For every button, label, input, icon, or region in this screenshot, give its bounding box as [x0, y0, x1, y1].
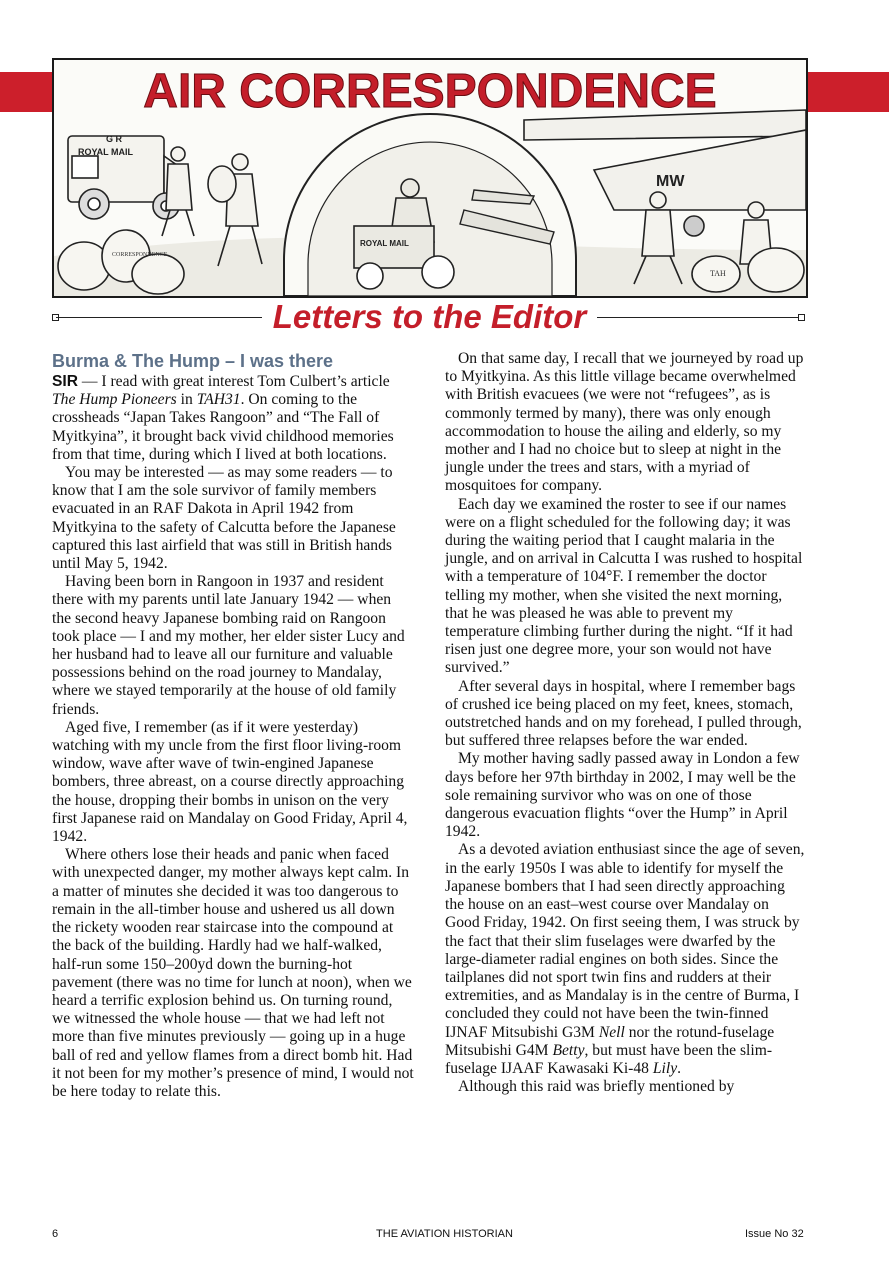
salutation: SIR [52, 373, 78, 390]
paragraph-text: Aged five, I remember (as if it were yesterday) watching with my uncle from the first floor living-room window, wave after wave of twin-engined Japanese bombers, three abreast, on a course directly approaching the house, dropping their bombs in unison on the very first Japanese raid on Mandalay on Good Friday, April 4, 1942. [52, 718, 408, 846]
paragraph-text: Although this raid was briefly mentioned by [458, 1078, 735, 1096]
paragraph-text: . [677, 1059, 682, 1077]
italic-title: Nell [598, 1023, 625, 1041]
paragraph-text: Where others lose their heads and panic when faced with unexpected danger, my mother always kept calm. In a matter of minutes she decided it was too dangerous to remain in the all-timber house and ushered us all down the rickety wooden rear staircase into the compound at the back of the building. Hardly had we half-walked, half-run some 150–200yd down the burning-hot pavement (there was no time for lunch at noon), when we heard a terrific explosion behind us. On turning round, we witnessed the whole house — that we had left not more than five minutes previously — going up in a huge ball of red and yellow flames from a direct bomb hit. Had it not been for my mother’s presence of mind, I would not be here today to relate this. [52, 846, 414, 1100]
article-paragraph [52, 846, 414, 1101]
article-paragraph [52, 464, 414, 573]
sack-label-right: TAH [710, 269, 726, 278]
italic-title: Betty [552, 1041, 585, 1059]
paragraph-text: — I read with great interest Tom Culbert’s article [78, 373, 390, 390]
article-paragraph [445, 678, 807, 751]
left-column-body [52, 373, 414, 1101]
cart-sign: ROYAL MAIL [360, 239, 409, 248]
paragraph-text: After several days in hospital, where I remember bags of crushed ice being placed on my feet, knees, stomach, outstretched hands and on my forehead, I pulled through, but suffered three relapses before the war ended. [445, 677, 802, 750]
article-paragraph [445, 350, 807, 496]
page-number: 6 [52, 1228, 59, 1240]
van-monogram: G R [106, 134, 123, 144]
publication-name: THE AVIATION HISTORIAN [376, 1228, 513, 1240]
rule-line-right [597, 317, 800, 318]
rule-ornament-right [798, 314, 805, 321]
aircraft-registration: MW [656, 173, 685, 190]
masthead-title: AIR CORRESPONDENCE [143, 65, 717, 118]
article-column-right [445, 350, 807, 1096]
italic-title: The Hump Pioneers [52, 391, 177, 409]
paragraph-text: Each day we examined the roster to see if our names were on a flight scheduled for the following day; it was during the waiting period that I caught malaria in the jungle, and on arrival in Calcutta I was rushed to hospital with a temperature of 104°F. I remember the doctor telling my mother, when she visited the next morning, that he was pleased he was able to prevent my temperature climbing further during the night. “If it had risen just one degree more, your son would not have survived.” [445, 495, 803, 677]
paragraph-text: My mother having sadly passed away in London a few days before her 97th birthday in 2002, I may well be the sole remaining survivor who was on one of those dangerous evacuation flights “over the Hump” in April 1942. [445, 750, 800, 841]
article-paragraph [52, 373, 414, 464]
masthead-illustration [52, 58, 808, 298]
paragraph-text: You may be interested — as may some readers — to know that I am the sole survivor of family members evacuated in an RAF Dakota in April 1942 from Myitkyina to the safety of Calcutta before the Japanese captured this last airfield that was still in British hands until May 5, 1942. [52, 464, 396, 573]
italic-title: TAH31 [196, 391, 241, 409]
paragraph-text: in [176, 391, 197, 409]
paragraph-text: As a devoted aviation enthusiast since the age of seven, in the early 1950s I was able to identify for myself the Japanese bombers that I had seen directly approaching the house on an east–west course over Mandalay on Good Friday, 1942. On first seeing them, I was struck by the fact that their slim fuselages were dwarfed by the large-diameter radial engines on both sides. Since the tailplanes did not sport twin fins and rudders at their extremities, and as Mandalay is in the centre of Burma, I concluded they could not have been the twin-finned IJNAF Mitsubishi G3M [445, 841, 805, 1041]
van-sign: ROYAL MAIL [78, 147, 134, 157]
right-column-body [445, 350, 807, 1096]
article-paragraph [445, 1078, 807, 1096]
article-column-left [52, 350, 414, 1101]
article-paragraph [52, 573, 414, 719]
italic-title: Lily [652, 1059, 678, 1077]
article-headline: Burma & The Hump – I was there [52, 351, 334, 371]
paragraph-text: On that same day, I recall that we journeyed by road up to Myitkyina. As this little village became overwhelmed with British evacuees (we were not “refugees”, as is commonly termed by many), there was only enough accommodation to house the ailing and elderly, so my mother and I had no choice but to sleep at night in the jungle under the trees and stars, with a myriad of mosquitoes for company. [445, 350, 804, 495]
issue-number: Issue No 32 [745, 1228, 804, 1240]
paragraph-text: , but must have been the slim-fuselage IJAAF Kawasaki Ki-48 [445, 1041, 773, 1077]
article-paragraph [445, 496, 807, 678]
red-band-right [804, 72, 889, 112]
article-paragraph [445, 841, 807, 1078]
paragraph-text: nor the rotund-fuselage Mitsubishi G4M [445, 1023, 775, 1059]
article-paragraph [52, 719, 414, 846]
paragraph-text: Having been born in Rangoon in 1937 and resident there with my parents until late January 1942 — when the second heavy Japanese bombing raid on Rangoon took place — I and my mother, her elder sister Lucy and her husband had to leave all our furniture and valuable possessions behind on the road journey to Mandalay, where we stayed temporarily at the house of old family friends. [52, 573, 405, 718]
red-band-left [0, 72, 54, 112]
section-heading-row [52, 296, 804, 340]
section-title: Letters to the Editor [272, 298, 587, 335]
article-paragraph [445, 750, 807, 841]
paragraph-text: . On coming to the crossheads “Japan Takes Rangoon” and “The Fall of Myitkyina”, it brought back vivid childhood memories from that time, during which I lived at both locations. [52, 391, 394, 463]
sack-label-left: CORRESPONDENCE [112, 252, 168, 258]
rule-line-left [56, 317, 262, 318]
